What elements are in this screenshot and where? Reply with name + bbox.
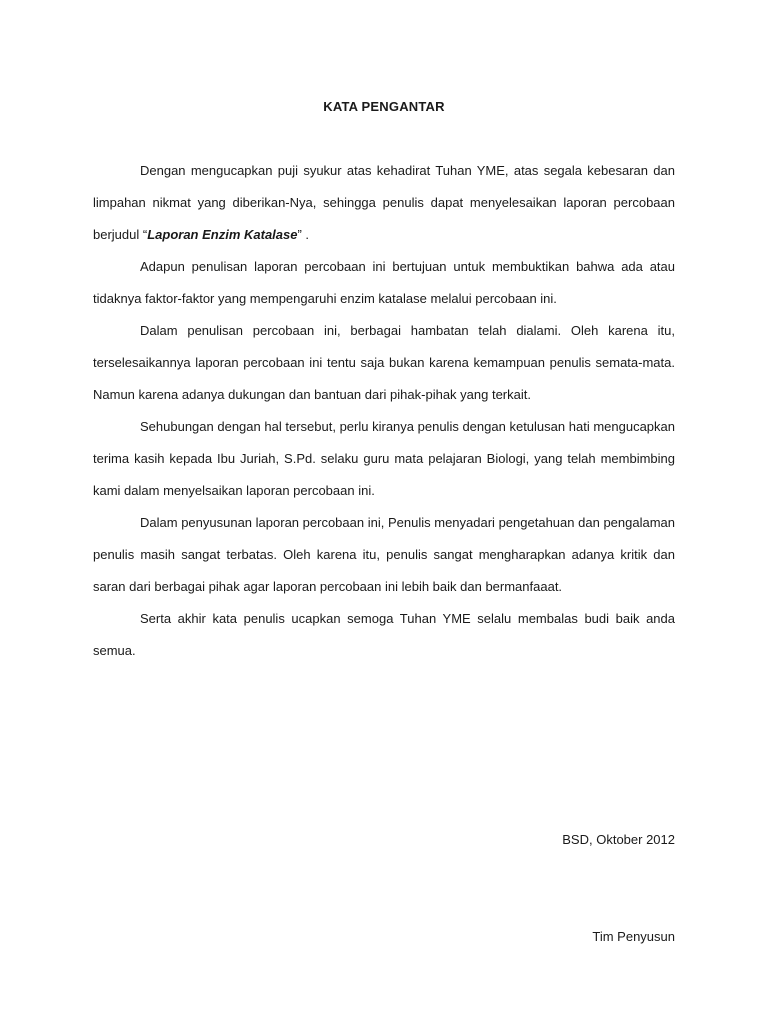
paragraph-2: Adapun penulisan laporan percobaan ini bertujuan untuk membuktikan bahwa ada atau tidaknya faktor-faktor yang mempengaruhi enzim katalase melalui percobaan ini.: [93, 259, 675, 306]
paragraph-5: Dalam penyusunan laporan percobaan ini, Penulis menyadari pengetahuan dan pengalaman penulis masih sangat terbatas. Oleh karena itu, penulis sangat mengharapkan adanya kritik dan saran dari berbagai pihak agar laporan percobaan ini lebih baik dan bermanfaaat.: [93, 515, 675, 594]
document-title: KATA PENGANTAR: [323, 99, 445, 114]
document-body: [93, 155, 675, 667]
paragraph-1-end: ” .: [297, 227, 310, 242]
signature: Tim Penyusun: [592, 929, 675, 944]
paragraph-4: Sehubungan dengan hal tersebut, perlu kiranya penulis dengan ketulusan hati mengucapkan terima kasih kepada Ibu Juriah, S.Pd. selaku guru mata pelajaran Biologi, yang telah membimbing kami dalam menyelsaikan laporan percobaan ini.: [93, 419, 675, 498]
paragraph-6: Serta akhir kata penulis ucapkan semoga Tuhan YME selalu membalas budi baik anda semua.: [93, 611, 675, 658]
paragraph-3: Dalam penulisan percobaan ini, berbagai hambatan telah dialami. Oleh karena itu, terselesaikannya laporan percobaan ini tentu saja bukan karena kemampuan penulis semata-mata. Namun karena adanya dukungan dan bantuan dari pihak-pihak yang terkait.: [93, 323, 675, 402]
report-title: Laporan Enzim Katalase: [147, 227, 298, 242]
paragraph-1: [93, 155, 675, 251]
place-date: BSD, Oktober 2012: [562, 832, 675, 847]
paragraph-1-text: Dengan mengucapkan puji syukur atas kehadirat Tuhan YME, atas segala kebesaran dan limpahan nikmat yang diberikan-Nya, sehingga penulis dapat menyelesaikan laporan percobaan berjudul “: [93, 163, 675, 242]
